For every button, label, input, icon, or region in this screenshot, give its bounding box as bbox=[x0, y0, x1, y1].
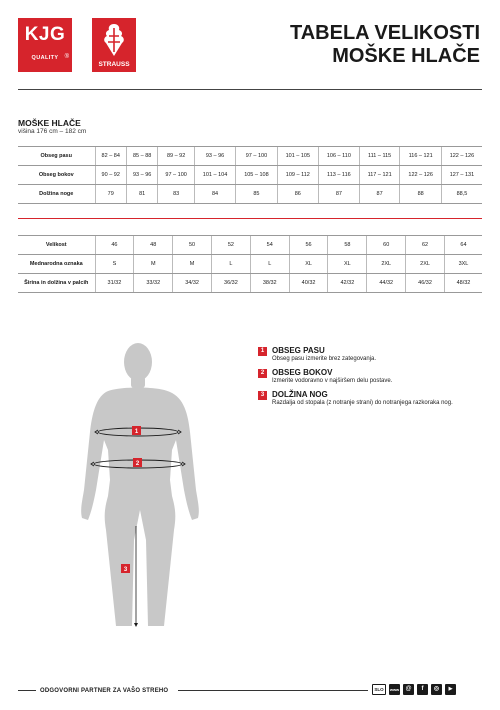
footer-slogan: ODGOVORNI PARTNER ZA VAŠO STREHO bbox=[40, 688, 169, 694]
footer-line-left bbox=[18, 690, 36, 691]
measurements-table-body bbox=[18, 147, 482, 204]
row-label: Mednarodna oznaka bbox=[18, 255, 95, 274]
table-cell: XL bbox=[328, 255, 367, 274]
section-subtitle: višina 176 cm – 182 cm bbox=[18, 128, 87, 135]
table-cell: 46/32 bbox=[406, 274, 445, 293]
page-title bbox=[290, 22, 480, 68]
table-cell: 116 – 121 bbox=[400, 147, 441, 166]
table-cell: 54 bbox=[250, 236, 289, 255]
table-cell: 48 bbox=[134, 236, 173, 255]
table-cell: M bbox=[173, 255, 212, 274]
table-cell: 105 – 108 bbox=[236, 166, 277, 185]
table-cell: 2XL bbox=[406, 255, 445, 274]
table-cell: 93 – 96 bbox=[194, 147, 235, 166]
table-cell: 64 bbox=[444, 236, 482, 255]
table-cell: 38/32 bbox=[250, 274, 289, 293]
table-cell: 40/32 bbox=[289, 274, 328, 293]
table-cell: 84 bbox=[194, 185, 235, 204]
table-cell: 97 – 100 bbox=[236, 147, 277, 166]
table-cell: S bbox=[95, 255, 134, 274]
table-cell: 36/32 bbox=[211, 274, 250, 293]
kjg-logo-text: KJG bbox=[24, 24, 66, 45]
table-row bbox=[18, 147, 482, 166]
table-cell: 52 bbox=[211, 236, 250, 255]
table-cell: 2XL bbox=[367, 255, 406, 274]
strauss-logo bbox=[92, 18, 136, 72]
table-row bbox=[18, 185, 482, 204]
table-cell: M bbox=[134, 255, 173, 274]
marker-1-label: 1 bbox=[134, 429, 139, 435]
table-cell: 89 – 92 bbox=[158, 147, 194, 166]
section-title: MOŠKE HLAČE bbox=[18, 118, 81, 128]
body-figure bbox=[60, 340, 220, 630]
kjg-logo bbox=[18, 18, 72, 72]
table-cell: 111 – 115 bbox=[359, 147, 400, 166]
table-cell: 58 bbox=[328, 236, 367, 255]
legend-badge: 3 bbox=[258, 391, 267, 400]
table-cell: XL bbox=[289, 255, 328, 274]
table-cell: 79 bbox=[95, 185, 126, 204]
table-cell: 93 – 96 bbox=[126, 166, 157, 185]
table-cell: 62 bbox=[406, 236, 445, 255]
table-cell: 46 bbox=[95, 236, 134, 255]
table-cell: 90 – 92 bbox=[95, 166, 126, 185]
row-label: Obseg bokov bbox=[18, 166, 95, 185]
facebook-icon[interactable]: f bbox=[417, 684, 428, 695]
row-label: Dolžina noge bbox=[18, 185, 95, 204]
table-cell: 106 – 110 bbox=[319, 147, 360, 166]
table-cell: 31/32 bbox=[95, 274, 134, 293]
legend-badge: 2 bbox=[258, 369, 267, 378]
registered-mark: ® bbox=[64, 54, 69, 60]
page-title-line2: MOŠKE HLAČE bbox=[332, 45, 480, 67]
page-title-line1: TABELA VELIKOSTI bbox=[290, 22, 480, 44]
table-cell: 88 bbox=[400, 185, 441, 204]
table-cell: 117 – 121 bbox=[359, 166, 400, 185]
table-cell: 122 – 126 bbox=[441, 147, 482, 166]
table-row bbox=[18, 166, 482, 185]
measurements-table bbox=[18, 146, 482, 204]
table-cell: 122 – 126 bbox=[400, 166, 441, 185]
footer-line-middle bbox=[178, 690, 368, 691]
tables-divider bbox=[18, 218, 482, 219]
table-cell: 113 – 116 bbox=[319, 166, 360, 185]
legend-badge: 1 bbox=[258, 347, 267, 356]
size-conversion-table-body bbox=[18, 236, 482, 293]
table-cell: 82 – 84 bbox=[95, 147, 126, 166]
table-cell: 48/32 bbox=[444, 274, 482, 293]
legend-title: OBSEG BOKOV bbox=[272, 368, 333, 377]
kjg-logo-subtext: QUALITY bbox=[31, 55, 59, 61]
table-cell: 3XL bbox=[444, 255, 482, 274]
marker-2-label: 2 bbox=[135, 461, 140, 467]
legend-description: Izmerite vodoravno v najširšem delu postave. bbox=[272, 378, 393, 384]
legend-title: OBSEG PASU bbox=[272, 346, 325, 355]
table-cell: 42/32 bbox=[328, 274, 367, 293]
table-cell: 33/32 bbox=[134, 274, 173, 293]
table-cell: 101 – 105 bbox=[277, 147, 318, 166]
table-cell: 81 bbox=[126, 185, 157, 204]
legend-description: Razdalja od stopala (z notranje strani) do notranjega razkoraka nog. bbox=[272, 400, 453, 406]
table-row bbox=[18, 255, 482, 274]
email-icon[interactable]: @ bbox=[403, 684, 414, 695]
table-cell: 127 – 131 bbox=[441, 166, 482, 185]
row-label: Velikost bbox=[18, 236, 95, 255]
table-cell: 50 bbox=[173, 236, 212, 255]
table-cell: 56 bbox=[289, 236, 328, 255]
body-silhouette bbox=[81, 343, 199, 626]
language-icon[interactable]: SLO bbox=[372, 684, 386, 695]
table-cell: 97 – 100 bbox=[158, 166, 194, 185]
table-cell: L bbox=[250, 255, 289, 274]
table-cell: 44/32 bbox=[367, 274, 406, 293]
table-cell: 86 bbox=[277, 185, 318, 204]
size-conversion-table bbox=[18, 235, 482, 293]
table-cell: 88,5 bbox=[441, 185, 482, 204]
table-row bbox=[18, 274, 482, 293]
row-label: Širina in dolžina v palcih bbox=[18, 274, 95, 293]
table-cell: 109 – 112 bbox=[277, 166, 318, 185]
instagram-icon[interactable]: ◎ bbox=[431, 684, 442, 695]
footer-icons bbox=[372, 684, 456, 695]
table-cell: L bbox=[211, 255, 250, 274]
legend-description: Obseg pasu izmerite brez zategovanja. bbox=[272, 356, 377, 362]
header-divider bbox=[18, 89, 482, 90]
youtube-icon[interactable]: ▶ bbox=[445, 684, 456, 695]
table-cell: 60 bbox=[367, 236, 406, 255]
table-cell: 83 bbox=[158, 185, 194, 204]
marker-3-label: 3 bbox=[123, 567, 128, 573]
table-cell: 85 bbox=[236, 185, 277, 204]
legend-title: DOLŽINA NOG bbox=[272, 390, 328, 399]
table-row bbox=[18, 236, 482, 255]
table-cell: 34/32 bbox=[173, 274, 212, 293]
strauss-logo-text: STRAUSS bbox=[98, 61, 130, 68]
table-cell: 85 – 88 bbox=[126, 147, 157, 166]
table-cell: 101 – 104 bbox=[194, 166, 235, 185]
strauss-bird-icon bbox=[100, 22, 128, 60]
row-label: Obseg pasu bbox=[18, 147, 95, 166]
web-icon[interactable]: www bbox=[389, 684, 400, 695]
table-cell: 87 bbox=[359, 185, 400, 204]
table-cell: 87 bbox=[319, 185, 360, 204]
